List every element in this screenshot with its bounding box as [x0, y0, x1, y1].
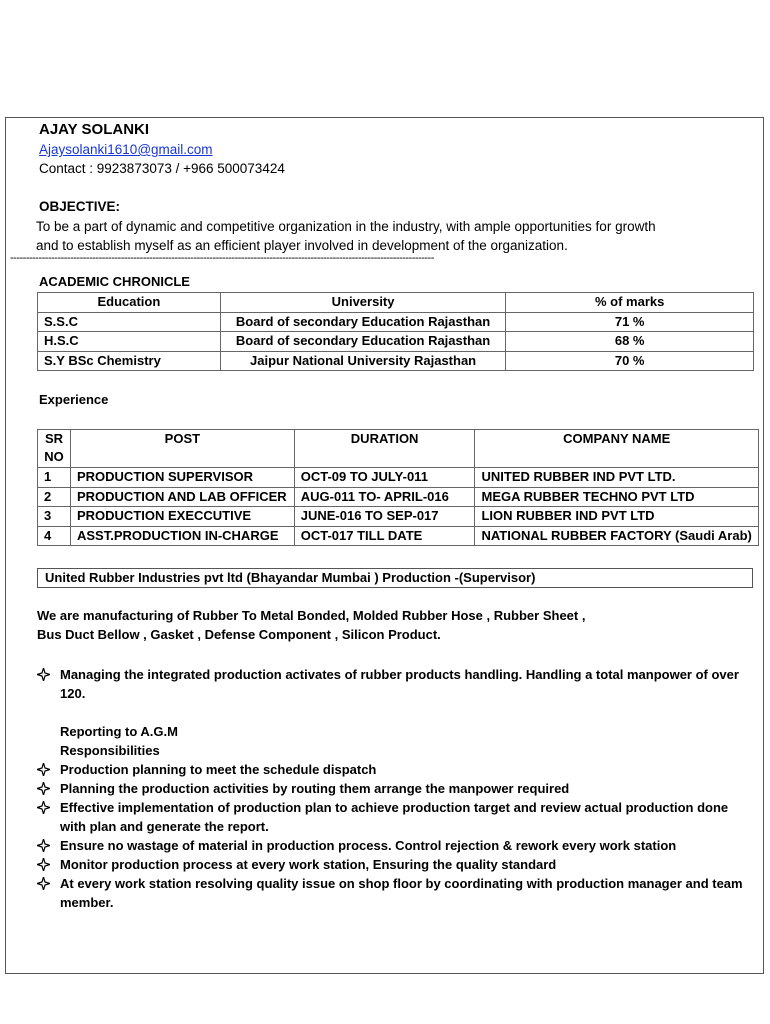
list-item-text: 120. [60, 686, 86, 701]
table-row [38, 351, 754, 371]
sr-label: SR [44, 431, 64, 446]
objective-heading: OBJECTIVE: [39, 199, 121, 214]
diamond-bullet-icon [37, 779, 55, 795]
table-cell: S.Y BSc Chemistry [38, 351, 221, 371]
table-cell: OCT-017 TILL DATE [294, 526, 475, 546]
contact-numbers: Contact : 9923873073 / +966 500073424 [39, 161, 285, 176]
email-link[interactable]: Ajaysolanki1610@gmail.com [39, 142, 213, 157]
academic-table [37, 292, 754, 371]
column-header: University [220, 293, 506, 313]
table-cell: Board of secondary Education Rajasthan [220, 312, 506, 332]
table-cell: LION RUBBER IND PVT LTD [475, 507, 759, 527]
list-item-text: member. [60, 895, 114, 910]
table-cell: ASST.PRODUCTION IN-CHARGE [70, 526, 294, 546]
products-line-1: We are manufacturing of Rubber To Metal Bonded, Molded Rubber Hose , Rubber Sheet , [37, 608, 586, 623]
responsibilities-text: Responsibilities [60, 743, 160, 758]
list-item-text: Production planning to meet the schedule dispatch [60, 762, 377, 777]
table-cell: PRODUCTION EXECCUTIVE [70, 507, 294, 527]
reporting-text: Reporting to A.G.M [60, 724, 178, 739]
table-header-row [38, 293, 754, 313]
list-item-text: Ensure no wastage of material in production process. Control rejection & rework every work station [60, 838, 677, 853]
table-cell: OCT-09 TO JULY-011 [294, 468, 475, 488]
column-header: POST [70, 430, 294, 468]
list-item-text: Planning the production activities by routing them arrange the manpower required [60, 781, 570, 796]
table-cell: 2 [38, 487, 71, 507]
table-row [38, 332, 754, 352]
table-cell: 1 [38, 468, 71, 488]
candidate-name: AJAY SOLANKI [39, 121, 150, 138]
diamond-bullet-icon [37, 798, 55, 814]
diamond-bullet-icon [37, 836, 55, 852]
table-cell: UNITED RUBBER IND PVT LTD. [475, 468, 759, 488]
table-cell: AUG-011 TO- APRIL-016 [294, 487, 475, 507]
table-cell: 4 [38, 526, 71, 546]
table-cell: 71 % [506, 312, 754, 332]
list-item [37, 836, 757, 855]
list-item-text: with plan and generate the report. [60, 819, 269, 834]
table-cell: PRODUCTION SUPERVISOR [70, 468, 294, 488]
duties-list [37, 665, 757, 912]
table-cell: 70 % [506, 351, 754, 371]
table-cell: H.S.C [38, 332, 221, 352]
column-header: COMPANY NAME [475, 430, 759, 468]
current-role-box: United Rubber Industries pvt ltd (Bhayandar Mumbai ) Production -(Supervisor) [37, 568, 753, 588]
table-cell: Board of secondary Education Rajasthan [220, 332, 506, 352]
experience-table [37, 429, 759, 546]
list-item [37, 798, 757, 836]
diamond-bullet-icon [37, 874, 55, 890]
table-row [38, 507, 759, 527]
products-line-2: Bus Duct Bellow , Gasket , Defense Component , Silicon Product. [37, 627, 441, 642]
no-label: NO [44, 449, 64, 464]
table-row [38, 487, 759, 507]
table-cell: S.S.C [38, 312, 221, 332]
list-item [37, 855, 757, 874]
table-cell: 68 % [506, 332, 754, 352]
list-item-text: At every work station resolving quality issue on shop floor by coordinating with production manager and team [60, 876, 743, 891]
section-divider: -------------------------------------------------------------------------------------------------------------------------------------- [10, 252, 434, 264]
column-header: DURATION [294, 430, 475, 468]
diamond-bullet-icon [37, 665, 55, 681]
table-row [38, 312, 754, 332]
list-item [37, 874, 757, 912]
list-item-text: Managing the integrated production activates of rubber products handling. Handling a total manpower of over [60, 667, 739, 682]
table-header-row [38, 430, 759, 468]
reporting-line [37, 722, 757, 741]
table-cell: Jaipur National University Rajasthan [220, 351, 506, 371]
academic-heading: ACADEMIC CHRONICLE [39, 274, 190, 289]
objective-line-1: To be a part of dynamic and competitive organization in the industry, with ample opportunities for growth [36, 219, 656, 234]
list-item-text: Effective implementation of production plan to achieve production target and review actual production done [60, 800, 729, 815]
table-row [38, 526, 759, 546]
experience-heading: Experience [39, 392, 109, 407]
table-cell: NATIONAL RUBBER FACTORY (Saudi Arab) [475, 526, 759, 546]
diamond-bullet-icon [37, 855, 55, 871]
table-cell: 3 [38, 507, 71, 527]
list-item-text: Monitor production process at every work station, Ensuring the quality standard [60, 857, 557, 872]
table-cell: MEGA RUBBER TECHNO PVT LTD [475, 487, 759, 507]
list-item [37, 760, 757, 779]
column-header: Education [38, 293, 221, 313]
column-header: % of marks [506, 293, 754, 313]
table-row [38, 468, 759, 488]
objective-line-2: and to establish myself as an efficient player involved in development of the organization. [36, 238, 568, 253]
column-header [38, 430, 71, 468]
table-cell: JUNE-016 TO SEP-017 [294, 507, 475, 527]
table-cell: PRODUCTION AND LAB OFFICER [70, 487, 294, 507]
list-item [37, 665, 757, 703]
responsibilities-label [37, 741, 757, 760]
list-item [37, 779, 757, 798]
diamond-bullet-icon [37, 760, 55, 776]
